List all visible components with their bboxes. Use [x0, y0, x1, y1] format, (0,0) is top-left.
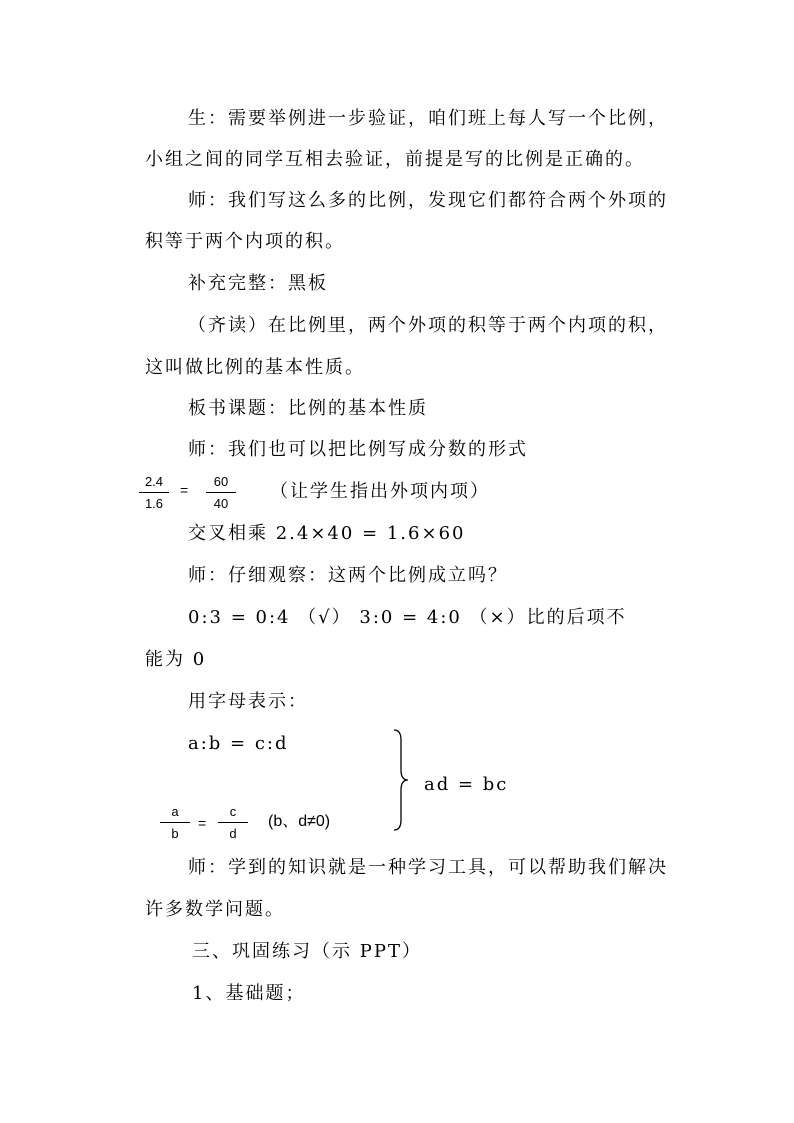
fraction-right — [218, 804, 248, 842]
paragraph-line: （齐读）在比例里，两个外项的积等于两个内项的积， — [188, 315, 668, 336]
right-brace-icon — [392, 728, 412, 832]
paragraph-line: 小组之间的同学互相去验证，前提是写的比例是正确的。 — [145, 149, 645, 170]
fraction-bar — [218, 822, 248, 823]
denominator: 40 — [213, 496, 229, 511]
paragraph-line: 许多数学问题。 — [145, 899, 285, 920]
equation-note: （让学生指出外项内项） — [270, 481, 490, 502]
numerator: c — [229, 804, 237, 819]
paragraph-line: 积等于两个内项的积。 — [145, 231, 345, 252]
paragraph-line: 师：仔细观察：这两个比例成立吗？ — [188, 565, 508, 586]
result-equation: ad = bc — [424, 774, 509, 795]
paragraph-line: 0:3 = 0:4 （√） 3:0 = 4:0 （×）比的后项不 — [188, 607, 627, 628]
fraction-right — [206, 474, 236, 512]
paragraph-line: 补充完整：黑板 — [188, 273, 328, 294]
numerator: a — [171, 804, 179, 819]
paragraph-line: 板书课题：比例的基本性质 — [188, 398, 428, 419]
numerator: 60 — [213, 474, 229, 489]
denominator: b — [171, 826, 179, 841]
fraction-bar — [139, 492, 169, 493]
fraction-bar — [160, 822, 190, 823]
fraction-left — [160, 804, 190, 842]
paragraph-line: 这叫做比例的基本性质。 — [145, 357, 365, 378]
paragraph-line: 师：我们也可以把比例写成分数的形式 — [188, 439, 528, 460]
paragraph-line: 师：学到的知识就是一种学习工具，可以帮助我们解决 — [188, 857, 668, 878]
equals-sign: = — [180, 482, 189, 498]
fraction-left — [139, 474, 169, 512]
section-heading: 三、巩固练习（示 PPT） — [192, 941, 422, 962]
condition-text: (b、d≠0) — [268, 813, 331, 830]
paragraph-line: 师：我们写这么多的比例，发现它们都符合两个外项的 — [188, 190, 668, 211]
ratio-equation: a:b = c:d — [188, 733, 289, 754]
paragraph-line: 交叉相乘 2.4×40 = 1.6×60 — [188, 523, 466, 544]
equals-sign: = — [198, 815, 207, 831]
denominator: 1.6 — [144, 496, 164, 511]
paragraph-line: 能为 0 — [145, 649, 207, 670]
subsection-heading: 1、基础题； — [192, 983, 306, 1004]
paragraph-line: 生：需要举例进一步验证，咱们班上每人写一个比例， — [188, 108, 668, 129]
fraction-bar — [206, 492, 236, 493]
paragraph-line: 用字母表示： — [188, 691, 308, 712]
denominator: d — [229, 826, 237, 841]
numerator: 2.4 — [144, 474, 164, 489]
